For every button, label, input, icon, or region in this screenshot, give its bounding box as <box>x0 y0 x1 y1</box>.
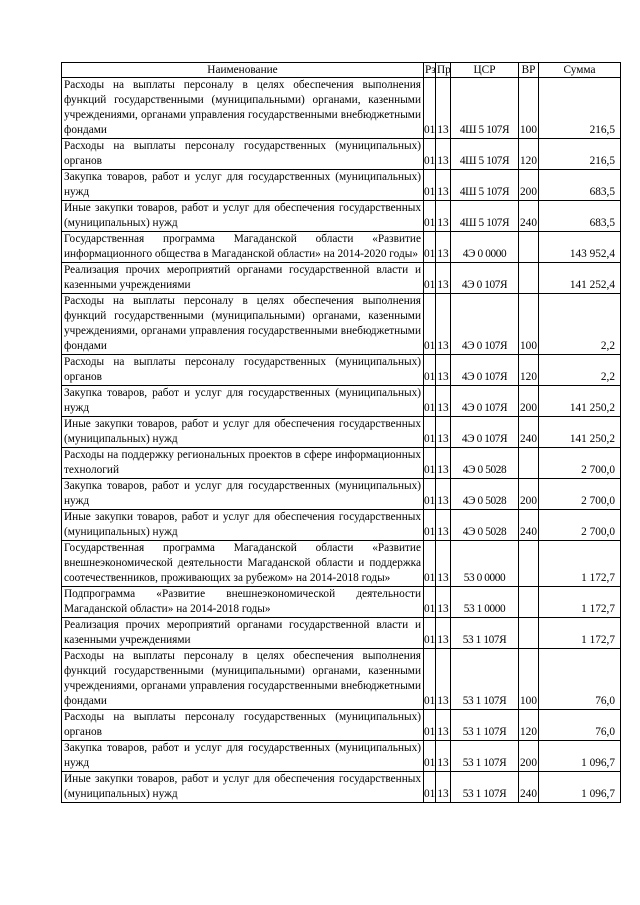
cell-vr: 200 <box>519 386 539 417</box>
cell-csr: 4Э 0 5028 <box>451 510 519 541</box>
cell-name: Подпрограмма «Развитие внешнеэкономической деятельности Магаданской области» на 2014-2018 годы» <box>62 587 424 618</box>
cell-rz: 01 <box>424 510 436 541</box>
cell-name: Иные закупки товаров, работ и услуг для обеспечения государственных (муниципальных) нужд <box>62 772 424 803</box>
table-row <box>62 710 621 741</box>
cell-csr: 4Ш 5 107Я <box>451 139 519 170</box>
table-row <box>62 772 621 803</box>
cell-rz: 01 <box>424 170 436 201</box>
cell-pr: 13 <box>436 710 451 741</box>
cell-vr: 240 <box>519 510 539 541</box>
cell-vr: 120 <box>519 355 539 386</box>
cell-name: Государственная программа Магаданской области «Развитие информационного общества в Магаданской области» на 2014-2020 годы» <box>62 232 424 263</box>
cell-name: Иные закупки товаров, работ и услуг для обеспечения государственных (муниципальных) нужд <box>62 510 424 541</box>
cell-csr: 4Ш 5 107Я <box>451 201 519 232</box>
cell-csr: 53 1 107Я <box>451 772 519 803</box>
cell-pr: 13 <box>436 263 451 294</box>
cell-rz: 01 <box>424 78 436 139</box>
cell-rz: 01 <box>424 741 436 772</box>
cell-pr: 13 <box>436 417 451 448</box>
cell-sum: 2 700,0 <box>539 510 621 541</box>
cell-pr: 13 <box>436 510 451 541</box>
cell-name: Реализация прочих мероприятий органами государственной власти и казенными учреждениями <box>62 618 424 649</box>
cell-name: Иные закупки товаров, работ и услуг для обеспечения государственных (муниципальных) нужд <box>62 201 424 232</box>
cell-csr: 4Э 0 0000 <box>451 232 519 263</box>
cell-vr: 120 <box>519 710 539 741</box>
cell-vr: 200 <box>519 741 539 772</box>
cell-vr <box>519 263 539 294</box>
cell-sum: 76,0 <box>539 649 621 710</box>
header-row <box>62 63 621 78</box>
cell-csr: 4Э 0 107Я <box>451 294 519 355</box>
table-row <box>62 587 621 618</box>
cell-csr: 53 1 107Я <box>451 618 519 649</box>
cell-pr: 13 <box>436 649 451 710</box>
cell-vr <box>519 618 539 649</box>
cell-rz: 01 <box>424 294 436 355</box>
cell-csr: 4Э 0 107Я <box>451 386 519 417</box>
cell-pr: 13 <box>436 587 451 618</box>
cell-pr: 13 <box>436 170 451 201</box>
cell-rz: 01 <box>424 541 436 587</box>
cell-sum: 1 172,7 <box>539 541 621 587</box>
cell-csr: 4Э 0 5028 <box>451 479 519 510</box>
cell-sum: 2 700,0 <box>539 479 621 510</box>
cell-csr: 4Э 0 107Я <box>451 263 519 294</box>
table-row <box>62 510 621 541</box>
cell-pr: 13 <box>436 448 451 479</box>
table-row <box>62 448 621 479</box>
cell-sum: 143 952,4 <box>539 232 621 263</box>
cell-csr: 53 1 107Я <box>451 741 519 772</box>
table-row <box>62 479 621 510</box>
cell-name: Расходы на поддержку региональных проектов в сфере информационных технологий <box>62 448 424 479</box>
cell-name: Закупка товаров, работ и услуг для государственных (муниципальных) нужд <box>62 170 424 201</box>
table-body <box>62 78 621 803</box>
cell-name: Закупка товаров, работ и услуг для государственных (муниципальных) нужд <box>62 479 424 510</box>
cell-pr: 13 <box>436 78 451 139</box>
header-sum: Сумма <box>539 63 621 78</box>
header-vr: ВР <box>519 63 539 78</box>
cell-sum: 683,5 <box>539 170 621 201</box>
cell-pr: 13 <box>436 618 451 649</box>
cell-vr: 100 <box>519 78 539 139</box>
cell-name: Расходы на выплаты персоналу государственных (муниципальных) органов <box>62 355 424 386</box>
cell-pr: 13 <box>436 355 451 386</box>
cell-pr: 13 <box>436 479 451 510</box>
cell-name: Реализация прочих мероприятий органами государственной власти и казенными учреждениями <box>62 263 424 294</box>
cell-name: Закупка товаров, работ и услуг для государственных (муниципальных) нужд <box>62 741 424 772</box>
cell-rz: 01 <box>424 263 436 294</box>
cell-name: Закупка товаров, работ и услуг для государственных (муниципальных) нужд <box>62 386 424 417</box>
table-row <box>62 386 621 417</box>
cell-csr: 4Э 0 5028 <box>451 448 519 479</box>
cell-rz: 01 <box>424 649 436 710</box>
cell-pr: 13 <box>436 201 451 232</box>
cell-sum: 141 250,2 <box>539 417 621 448</box>
table-row <box>62 649 621 710</box>
cell-name: Государственная программа Магаданской области «Развитие внешнеэкономической деятельности Магаданской области и поддержка соотечественников, проживающих за рубежом» на 2014-2018 годы» <box>62 541 424 587</box>
cell-rz: 01 <box>424 618 436 649</box>
table-row <box>62 201 621 232</box>
cell-vr: 100 <box>519 649 539 710</box>
cell-rz: 01 <box>424 417 436 448</box>
table-row <box>62 263 621 294</box>
cell-sum: 141 252,4 <box>539 263 621 294</box>
header-csr: ЦСР <box>451 63 519 78</box>
cell-sum: 2,2 <box>539 355 621 386</box>
table-row <box>62 232 621 263</box>
budget-table <box>61 62 621 803</box>
cell-csr: 53 1 107Я <box>451 649 519 710</box>
cell-sum: 2,2 <box>539 294 621 355</box>
table-row <box>62 78 621 139</box>
cell-sum: 216,5 <box>539 139 621 170</box>
table-row <box>62 355 621 386</box>
cell-rz: 01 <box>424 448 436 479</box>
cell-vr: 200 <box>519 479 539 510</box>
cell-pr: 13 <box>436 772 451 803</box>
cell-csr: 53 1 107Я <box>451 710 519 741</box>
cell-name: Расходы на выплаты персоналу в целях обеспечения выполнения функций государственными (муниципальными) органами, казенными учреждениями, органами управления государственными внебюджетными фондами <box>62 78 424 139</box>
cell-pr: 13 <box>436 232 451 263</box>
cell-pr: 13 <box>436 139 451 170</box>
cell-vr: 200 <box>519 170 539 201</box>
cell-rz: 01 <box>424 232 436 263</box>
table-row <box>62 417 621 448</box>
cell-sum: 216,5 <box>539 78 621 139</box>
cell-csr: 53 1 0000 <box>451 587 519 618</box>
cell-sum: 1 172,7 <box>539 618 621 649</box>
cell-csr: 4Э 0 107Я <box>451 417 519 448</box>
cell-csr: 4Э 0 107Я <box>451 355 519 386</box>
cell-pr: 13 <box>436 541 451 587</box>
cell-csr: 4Ш 5 107Я <box>451 78 519 139</box>
cell-sum: 683,5 <box>539 201 621 232</box>
cell-sum: 141 250,2 <box>539 386 621 417</box>
cell-vr: 120 <box>519 139 539 170</box>
cell-vr: 240 <box>519 201 539 232</box>
cell-vr <box>519 587 539 618</box>
header-rz: Рз <box>425 64 436 76</box>
cell-vr <box>519 232 539 263</box>
cell-sum: 1 096,7 <box>539 741 621 772</box>
cell-rz: 01 <box>424 772 436 803</box>
cell-csr: 4Ш 5 107Я <box>451 170 519 201</box>
cell-vr <box>519 448 539 479</box>
cell-rz: 01 <box>424 355 436 386</box>
cell-vr: 100 <box>519 294 539 355</box>
cell-name: Иные закупки товаров, работ и услуг для обеспечения государственных (муниципальных) нужд <box>62 417 424 448</box>
cell-vr: 240 <box>519 417 539 448</box>
cell-sum: 2 700,0 <box>539 448 621 479</box>
cell-pr: 13 <box>436 294 451 355</box>
cell-name: Расходы на выплаты персоналу в целях обеспечения выполнения функций государственными (муниципальными) органами, казенными учреждениями, органами управления государственными внебюджетными фондами <box>62 294 424 355</box>
cell-vr <box>519 541 539 587</box>
table-row <box>62 618 621 649</box>
cell-vr: 240 <box>519 772 539 803</box>
cell-rz: 01 <box>424 386 436 417</box>
table-row <box>62 741 621 772</box>
cell-rz: 01 <box>424 587 436 618</box>
table-row <box>62 139 621 170</box>
cell-rz: 01 <box>424 479 436 510</box>
cell-csr: 53 0 0000 <box>451 541 519 587</box>
cell-sum: 76,0 <box>539 710 621 741</box>
cell-pr: 13 <box>436 741 451 772</box>
table-row <box>62 170 621 201</box>
cell-name: Расходы на выплаты персоналу государственных (муниципальных) органов <box>62 710 424 741</box>
cell-sum: 1 172,7 <box>539 587 621 618</box>
cell-name: Расходы на выплаты персоналу в целях обеспечения выполнения функций государственными (муниципальными) органами, казенными учреждениями, органами управления государственными внебюджетными фондами <box>62 649 424 710</box>
header-name: Наименование <box>62 63 424 78</box>
cell-sum: 1 096,7 <box>539 772 621 803</box>
cell-name: Расходы на выплаты персоналу государственных (муниципальных) органов <box>62 139 424 170</box>
cell-rz: 01 <box>424 710 436 741</box>
table-row <box>62 294 621 355</box>
table-row <box>62 541 621 587</box>
cell-rz: 01 <box>424 201 436 232</box>
header-pr: Пр <box>437 64 451 76</box>
cell-rz: 01 <box>424 139 436 170</box>
cell-pr: 13 <box>436 386 451 417</box>
